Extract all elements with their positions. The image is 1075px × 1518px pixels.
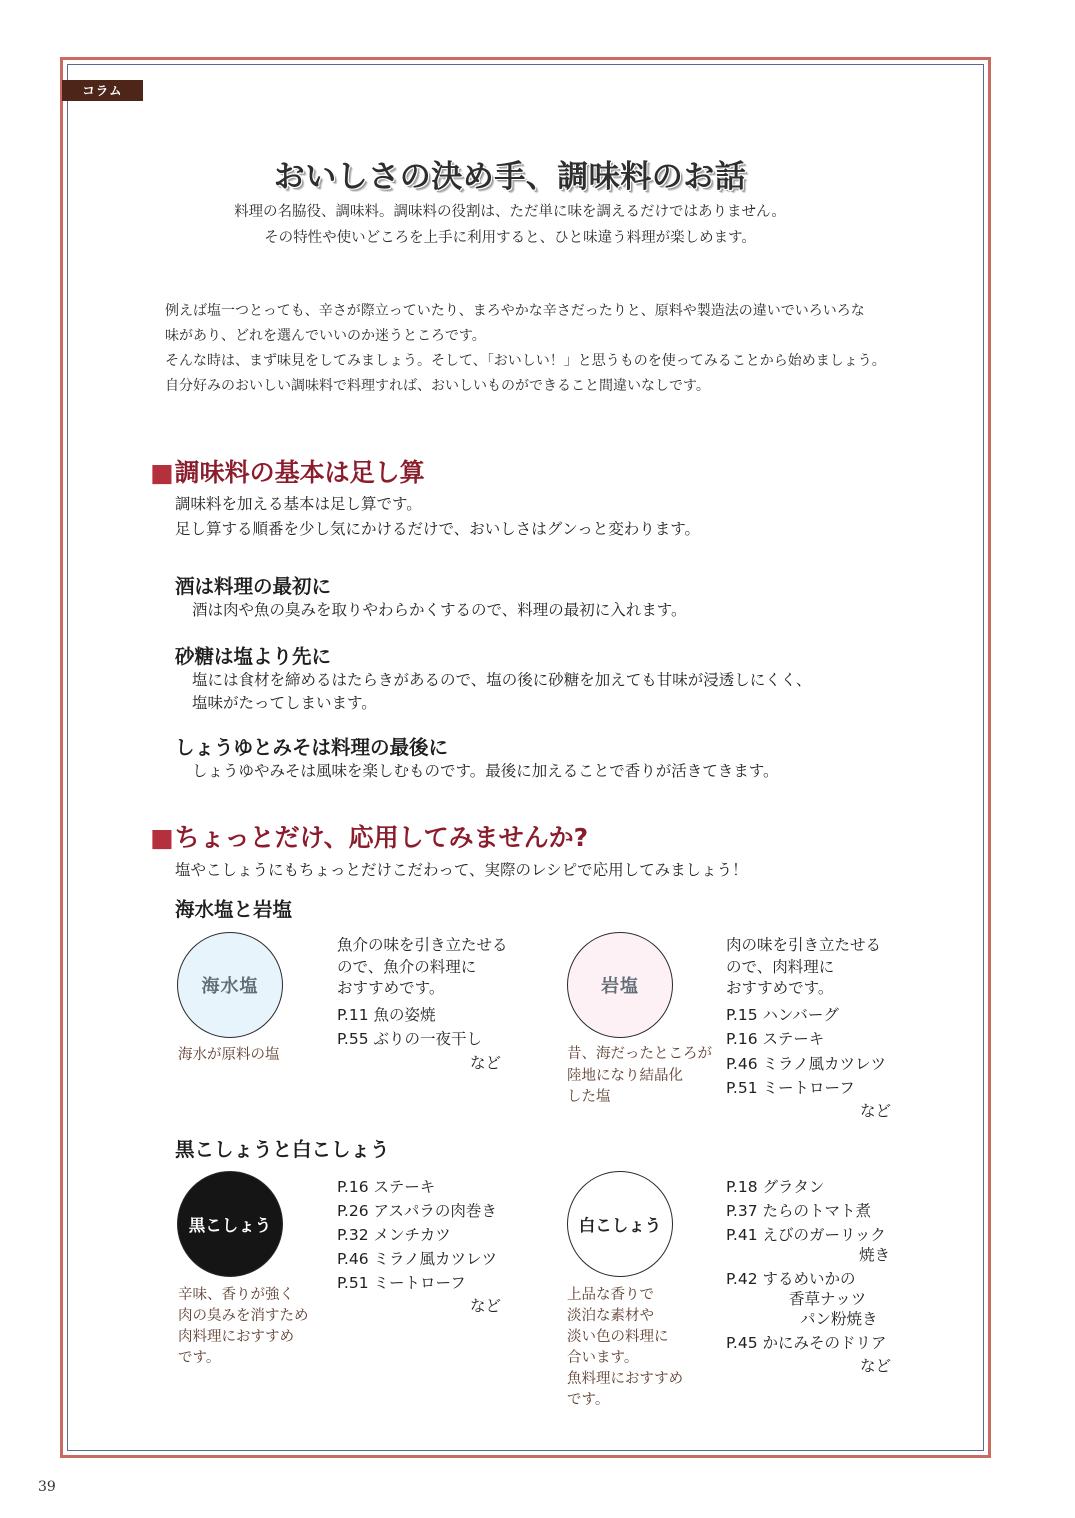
intro-line: そんな時は、まず味見をしてみましょう。そして、「おいしい！」と思うものを使ってみることから始めましょう。 xyxy=(165,353,886,369)
tip-title: 砂糖は塩より先に xyxy=(175,645,332,668)
note-line: 海水が原料の塩 xyxy=(178,1047,280,1063)
tip-title: 酒は料理の最初に xyxy=(175,575,332,598)
desc-line: 肉の味を引き立たせる xyxy=(726,936,882,954)
recipe-item: P.18 グラタン xyxy=(726,1178,825,1196)
recipe-item-continued: パン粉焼き xyxy=(800,1310,878,1328)
recipe-item: P.32 メンチカツ xyxy=(337,1226,451,1244)
circle-label: 海水塩 xyxy=(201,976,259,997)
recipe-item: P.51 ミートローフ xyxy=(337,1274,466,1292)
page-title: おいしさの決め手、調味料のお話 xyxy=(273,159,747,195)
etc-label: など xyxy=(470,1054,502,1072)
desc-line: おすすめです。 xyxy=(337,979,445,997)
tip-body xyxy=(175,669,811,715)
desc-line: ので、魚介の料理に xyxy=(337,957,477,976)
column-tag: コラム xyxy=(62,80,143,101)
etc-label: など xyxy=(860,1357,892,1375)
tip-soy-miso xyxy=(175,735,779,783)
note-line: です。 xyxy=(178,1350,221,1366)
lead-text xyxy=(0,199,1020,251)
recipe-item: P.55 ぶりの一夜干し xyxy=(337,1030,483,1049)
note-line: 肉の臭みを消すため xyxy=(178,1308,309,1324)
white-pepper-recipes xyxy=(726,1175,892,1375)
tip-title: しょうゆとみそは料理の最後に xyxy=(175,736,449,759)
recipe-item-continued: 香草ナッツ xyxy=(789,1290,867,1308)
page-number: 39 xyxy=(38,1479,56,1495)
tip-line: 酒は肉や魚の臭みを取りやわらかくするので、料理の最初に入れます。 xyxy=(192,601,687,619)
recipe-item: P.11 魚の姿焼 xyxy=(337,1006,436,1024)
sea-salt-circle xyxy=(177,932,283,1038)
recipe-item: P.45 かにみそのドリア xyxy=(726,1334,887,1352)
recipe-item: P.51 ミートローフ xyxy=(726,1078,855,1097)
square-marker-icon: ■ xyxy=(150,823,174,852)
desc-line: ので、肉料理に xyxy=(726,957,835,976)
lead-line: 料理の名脇役、調味料。調味料の役割は、ただ単に味を調えるだけではありません。 xyxy=(234,204,786,220)
black-pepper-recipes xyxy=(337,1175,497,1295)
section-heading-text: ちょっとだけ、応用してみませんか? xyxy=(174,823,589,852)
note-line: 淡い色の料理に xyxy=(567,1329,669,1345)
basics-line: 足し算する順番を少し気にかけるだけで、おいしさはグンっと変わります。 xyxy=(175,520,700,538)
section-heading-basics xyxy=(150,456,425,490)
recipe-item: P.16 ステーキ xyxy=(337,1178,436,1196)
note-line: です。 xyxy=(567,1392,610,1408)
recipe-item: P.41 えびのガーリック xyxy=(726,1226,886,1244)
intro-line: 味があり、どれを選んでいいのか迷うところです。 xyxy=(165,328,486,344)
recipe-item-continued: 焼き xyxy=(858,1246,890,1264)
recipe-item: P.42 するめいかの xyxy=(726,1270,856,1288)
note-line: 昔、海だったところが xyxy=(567,1046,712,1062)
note-line: 辛味、香りが強く xyxy=(178,1287,294,1303)
tip-sake xyxy=(175,574,686,622)
tip-body xyxy=(175,599,686,622)
desc-line: 魚介の味を引き立たせる xyxy=(337,936,508,954)
note-line: 淡泊な素材や xyxy=(567,1308,654,1324)
tip-line: 塩には食材を締めるはたらきがあるので、塩の後に砂糖を加えても甘味が浸透しにくく、 xyxy=(192,671,812,689)
section-heading-text: 調味料の基本は足し算 xyxy=(174,458,425,487)
salt-heading: 海水塩と岩塩 xyxy=(175,898,293,921)
circle-label: 岩塩 xyxy=(601,976,639,997)
basics-line: 調味料を加える基本は足し算です。 xyxy=(175,495,422,513)
rock-salt-desc xyxy=(726,935,881,1000)
circle-label: 黒こしょう xyxy=(188,1216,272,1235)
recipe-item: P.46 ミラノ風カツレツ xyxy=(726,1054,887,1073)
intro-line: 例えば塩一つとっても、辛さが際立っていたり、まろやかな辛さだったりと、原料や製造法の違いでいろいろな xyxy=(165,303,865,319)
note-line: した塩 xyxy=(567,1089,611,1105)
etc-label: など xyxy=(860,1102,892,1120)
sea-salt-desc xyxy=(337,935,508,1000)
rock-salt-recipes xyxy=(726,1003,886,1100)
basics-text xyxy=(175,492,700,542)
section-heading-applied xyxy=(150,821,588,855)
circle-label: 白こしょう xyxy=(578,1216,662,1235)
tip-line: しょうゆやみそは風味を楽しむものです。最後に加えることで香りが活きてきます。 xyxy=(192,762,779,780)
black-pepper-circle xyxy=(177,1171,283,1277)
tip-line: 塩味がたってしまいます。 xyxy=(192,694,377,712)
desc-line: おすすめです。 xyxy=(726,979,834,997)
recipe-item: P.16 ステーキ xyxy=(726,1030,825,1049)
recipe-item: P.15 ハンバーグ xyxy=(726,1006,839,1024)
pepper-heading: 黒こしょうと白こしょう xyxy=(175,1138,390,1161)
tip-sugar xyxy=(175,644,811,715)
applied-text: 塩やこしょうにもちょっとだけこだわって、実際のレシピで応用してみましょう！ xyxy=(175,861,748,879)
square-marker-icon: ■ xyxy=(150,458,174,487)
recipe-item: P.46 ミラノ風カツレツ xyxy=(337,1250,498,1268)
black-pepper-note xyxy=(178,1285,309,1369)
sea-salt-note xyxy=(178,1045,280,1066)
lead-line: その特性や使いどころを上手に利用すると、ひと味違う料理が楽しめます。 xyxy=(264,230,756,246)
note-line: 陸地になり結晶化 xyxy=(567,1067,683,1084)
note-line: 合います。 xyxy=(567,1350,639,1366)
etc-label: など xyxy=(470,1297,502,1315)
recipe-item: P.37 たらのトマト煮 xyxy=(726,1202,872,1220)
rock-salt-circle xyxy=(567,932,673,1038)
note-line: 魚料理におすすめ xyxy=(567,1371,684,1387)
note-line: 肉料理におすすめ xyxy=(178,1329,295,1345)
note-line: 上品な香りで xyxy=(567,1287,654,1303)
white-pepper-note xyxy=(567,1285,683,1411)
rock-salt-note xyxy=(567,1044,712,1109)
intro-paragraph xyxy=(165,299,886,399)
intro-line: 自分好みのおいしい調味料で料理すれば、おいしいものができること間違いなしです。 xyxy=(165,378,710,394)
tip-body xyxy=(175,760,779,783)
recipe-item: P.26 アスパラの肉巻き xyxy=(337,1202,497,1220)
sea-salt-recipes xyxy=(337,1003,482,1052)
white-pepper-circle xyxy=(567,1171,673,1277)
